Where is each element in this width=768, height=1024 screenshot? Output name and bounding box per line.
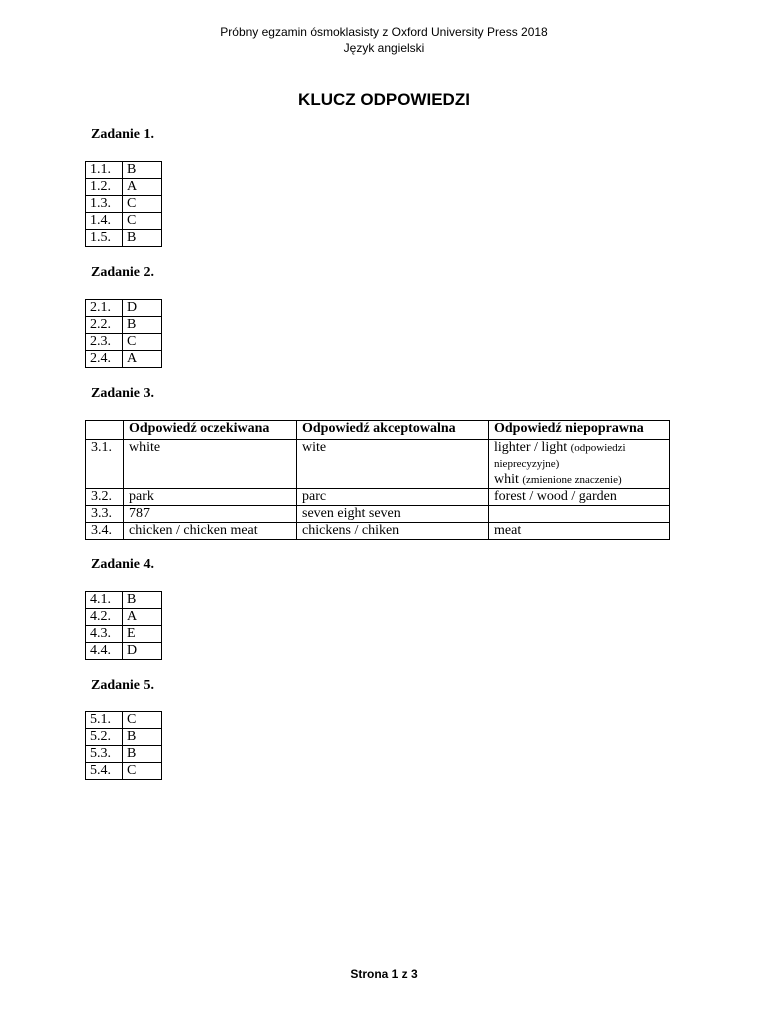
answer-value: C (123, 334, 162, 351)
answer-number: 1.2. (86, 179, 123, 196)
task-3-title: Zadanie 3. (91, 386, 155, 401)
answer-number: 3.4. (86, 523, 124, 540)
table-row (86, 213, 162, 230)
answer-value: D (123, 643, 162, 660)
answer-value: A (123, 609, 162, 626)
table-row (86, 506, 670, 523)
expected-answer: park (124, 489, 297, 506)
answer-number: 4.3. (86, 626, 123, 643)
incorrect-answer-text: lighter / light (494, 440, 568, 455)
answer-number: 5.4. (86, 763, 123, 780)
task-2-title: Zadanie 2. (91, 265, 155, 280)
task-1-table (85, 161, 162, 247)
table-row (86, 351, 162, 368)
answer-value: C (123, 712, 162, 729)
task-1-title: Zadanie 1. (91, 127, 155, 142)
answer-value: A (123, 179, 162, 196)
page-title: KLUCZ ODPOWIEDZI (298, 90, 470, 109)
answer-number: 1.5. (86, 230, 123, 247)
answer-value: A (123, 351, 162, 368)
answer-value: B (123, 162, 162, 179)
answer-number: 2.1. (86, 300, 123, 317)
incorrect-answer: forest / wood / garden (489, 489, 670, 506)
acceptable-answer: parc (297, 489, 489, 506)
table-row (86, 179, 162, 196)
task-5-title: Zadanie 5. (91, 678, 155, 693)
acceptable-answer: wite (297, 440, 489, 489)
answer-number: 2.3. (86, 334, 123, 351)
answer-value: C (123, 213, 162, 230)
table-row (86, 334, 162, 351)
table-row (86, 746, 162, 763)
answer-number: 2.4. (86, 351, 123, 368)
answer-number: 4.2. (86, 609, 123, 626)
answer-number: 5.2. (86, 729, 123, 746)
task-4-title: Zadanie 4. (91, 557, 155, 572)
table-row (86, 196, 162, 213)
page-footer: Strona 1 z 3 (350, 967, 418, 981)
table-row (86, 592, 162, 609)
answer-number: 5.3. (86, 746, 123, 763)
table-row (86, 162, 162, 179)
table-header-row (86, 421, 670, 440)
incorrect-answer (489, 440, 670, 489)
column-header-expected: Odpowiedź oczekiwana (124, 421, 297, 440)
answer-value: C (123, 196, 162, 213)
answer-number: 3.1. (86, 440, 124, 489)
table-row (86, 626, 162, 643)
answer-number: 4.1. (86, 592, 123, 609)
column-header-incorrect: Odpowiedź niepoprawna (489, 421, 670, 440)
task-4-table (85, 591, 162, 660)
answer-number: 1.3. (86, 196, 123, 213)
header-line-1: Próbny egzamin ósmoklasisty z Oxford University Press 2018 (220, 25, 548, 39)
incorrect-answer-note: (zmienione znaczenie) (522, 474, 622, 486)
table-row (86, 489, 670, 506)
answer-number: 3.3. (86, 506, 124, 523)
acceptable-answer: chickens / chiken (297, 523, 489, 540)
task-2-table (85, 299, 162, 368)
incorrect-answer: meat (489, 523, 670, 540)
expected-answer: chicken / chicken meat (124, 523, 297, 540)
answer-number: 2.2. (86, 317, 123, 334)
table-row (86, 643, 162, 660)
table-row (86, 230, 162, 247)
expected-answer: 787 (124, 506, 297, 523)
incorrect-answer (489, 506, 670, 523)
acceptable-answer: seven eight seven (297, 506, 489, 523)
answer-value: D (123, 300, 162, 317)
answer-value: B (123, 746, 162, 763)
task-5-table (85, 711, 162, 780)
table-row (86, 763, 162, 780)
answer-value: C (123, 763, 162, 780)
table-row (86, 300, 162, 317)
table-row (86, 712, 162, 729)
table-row (86, 523, 670, 540)
column-header-number (86, 421, 124, 440)
answer-value: B (123, 317, 162, 334)
answer-number: 3.2. (86, 489, 124, 506)
table-row (86, 440, 670, 489)
table-row (86, 729, 162, 746)
answer-number: 1.1. (86, 162, 123, 179)
expected-answer: white (124, 440, 297, 489)
column-header-acceptable: Odpowiedź akceptowalna (297, 421, 489, 440)
answer-value: B (123, 230, 162, 247)
answer-value: B (123, 592, 162, 609)
answer-number: 4.4. (86, 643, 123, 660)
task-3-table (85, 420, 670, 540)
table-row (86, 317, 162, 334)
answer-value: E (123, 626, 162, 643)
incorrect-answer-text: whit (494, 472, 519, 487)
answer-number: 5.1. (86, 712, 123, 729)
answer-number: 1.4. (86, 213, 123, 230)
incorrect-answer-note: (odpowiedzi nieprecyzyjne) (494, 442, 626, 470)
table-row (86, 609, 162, 626)
answer-value: B (123, 729, 162, 746)
header-line-2: Język angielski (343, 41, 425, 55)
